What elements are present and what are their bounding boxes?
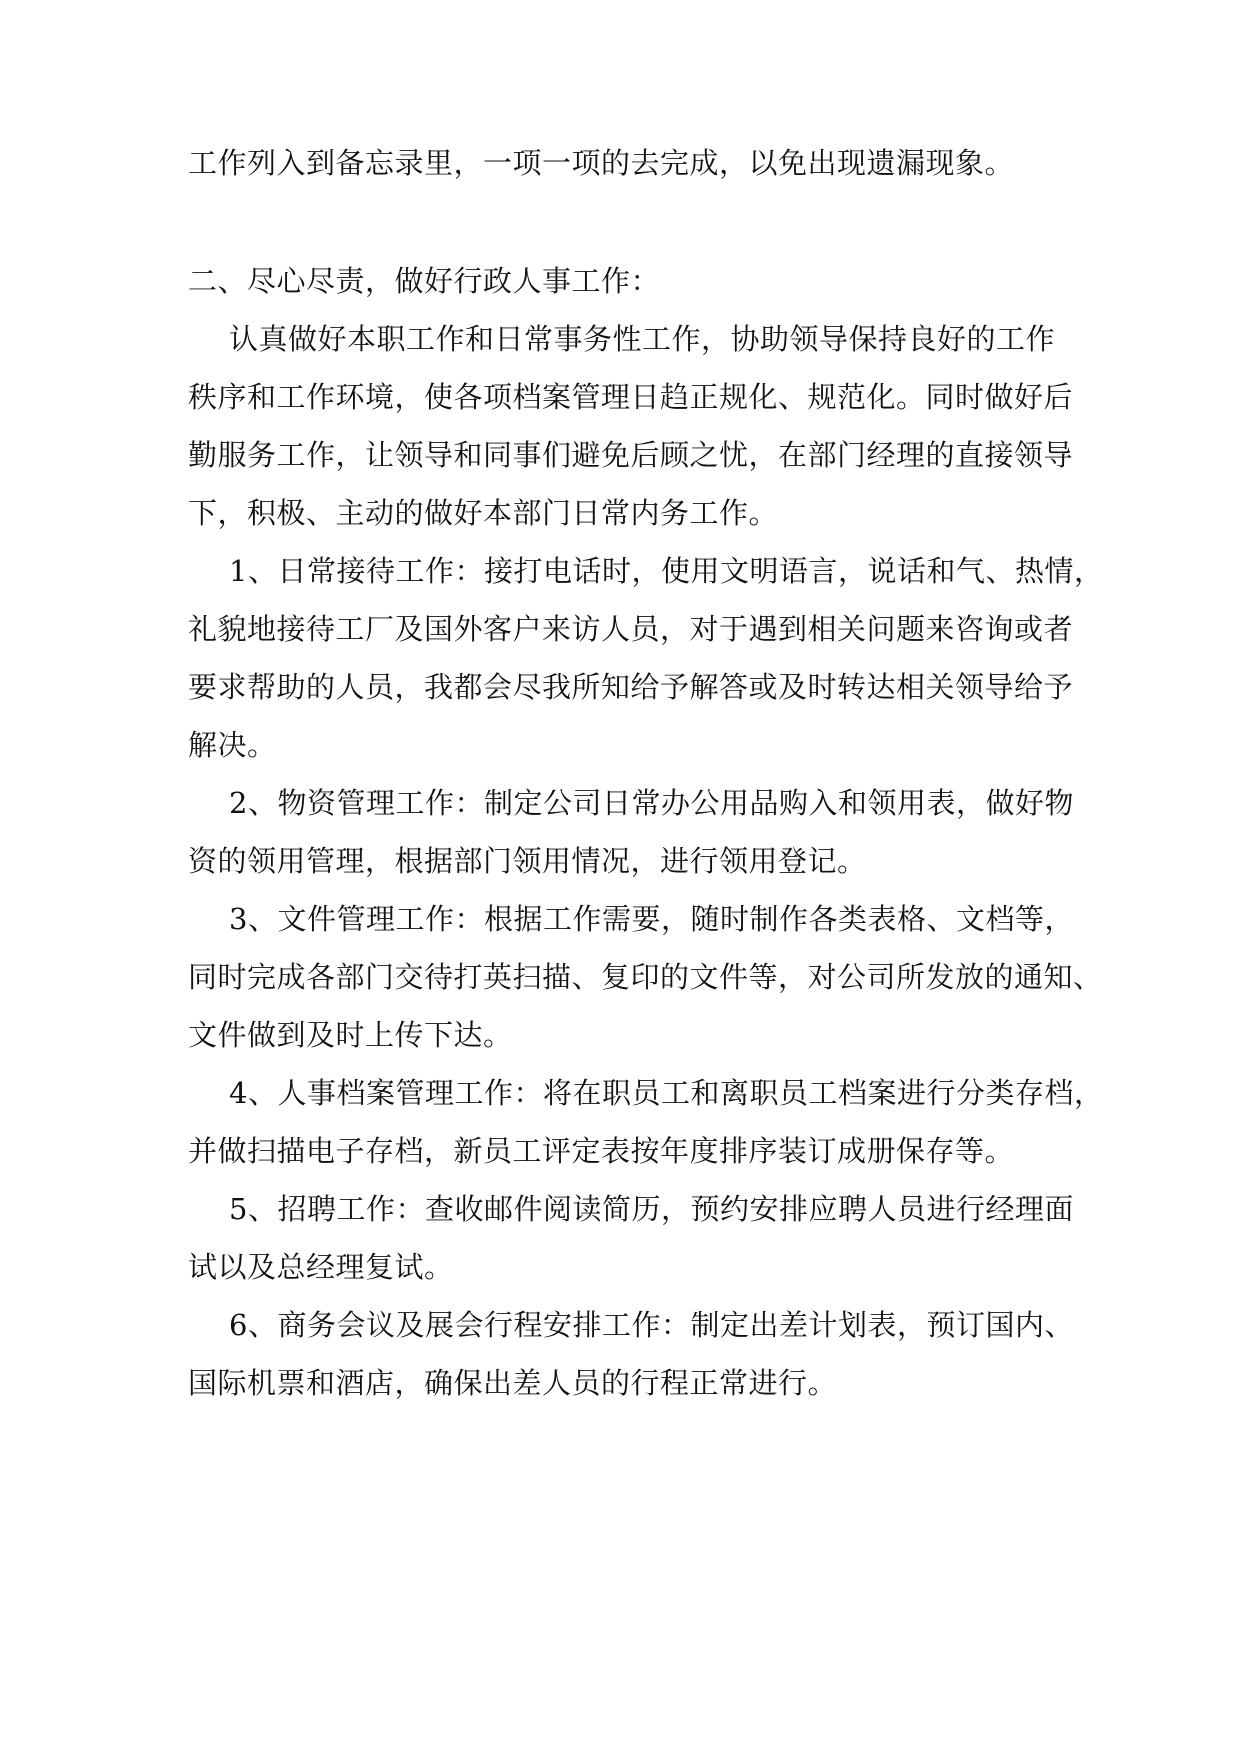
list-item-3-line: 同时完成各部门交待打英扫描、复印的文件等，对公司所发放的通知、 (188, 960, 1103, 994)
list-item-6-line: 6、商务会议及展会行程安排工作：制定出差计划表，预订国内、 (229, 1308, 1074, 1342)
list-item-1-line: 礼貌地接待工厂及国外客户来访人员，对于遇到相关问题来咨询或者 (188, 612, 1074, 646)
list-item-2-line: 资的领用管理，根据部门领用情况，进行领用登记。 (188, 844, 867, 878)
list-item-3-line: 3、文件管理工作：根据工作需要，随时制作各类表格、文档等， (229, 902, 1074, 936)
list-item-3-line: 文件做到及时上传下达。 (188, 1018, 513, 1052)
list-item-1-line: 1、日常接待工作：接打电话时，使用文明语言，说话和气、热情， (229, 554, 1104, 588)
list-item-2-line: 2、物资管理工作：制定公司日常办公用品购入和领用表，做好物 (229, 786, 1074, 820)
paragraph-line: 秩序和工作环境，使各项档案管理日趋正规化、规范化。同时做好后 (188, 380, 1074, 414)
section-heading: 二、尽心尽责，做好行政人事工作： (188, 264, 661, 298)
list-item-6-line: 国际机票和酒店，确保出差人员的行程正常进行。 (188, 1366, 838, 1400)
paragraph-line: 认真做好本职工作和日常事务性工作，协助领导保持良好的工作 (229, 322, 1056, 356)
paragraph-line: 下，积极、主动的做好本部门日常内务工作。 (188, 496, 779, 530)
list-item-1-line: 要求帮助的人员，我都会尽我所知给予解答或及时转达相关领导给予 (188, 670, 1074, 704)
list-item-5-line: 5、招聘工作：查收邮件阅读简历，预约安排应聘人员进行经理面 (229, 1192, 1074, 1226)
list-item-1-line: 解决。 (188, 728, 277, 762)
paragraph-line: 工作列入到备忘录里，一项一项的去完成，以免出现遗漏现象。 (188, 146, 1015, 180)
list-item-5-line: 试以及总经理复试。 (188, 1250, 454, 1284)
paragraph-line: 勤服务工作，让领导和同事们避免后顾之忧，在部门经理的直接领导 (188, 438, 1074, 472)
list-item-4-line: 并做扫描电子存档，新员工评定表按年度排序装订成册保存等。 (188, 1134, 1015, 1168)
list-item-4-line: 4、人事档案管理工作：将在职员工和离职员工档案进行分类存档， (229, 1076, 1104, 1110)
